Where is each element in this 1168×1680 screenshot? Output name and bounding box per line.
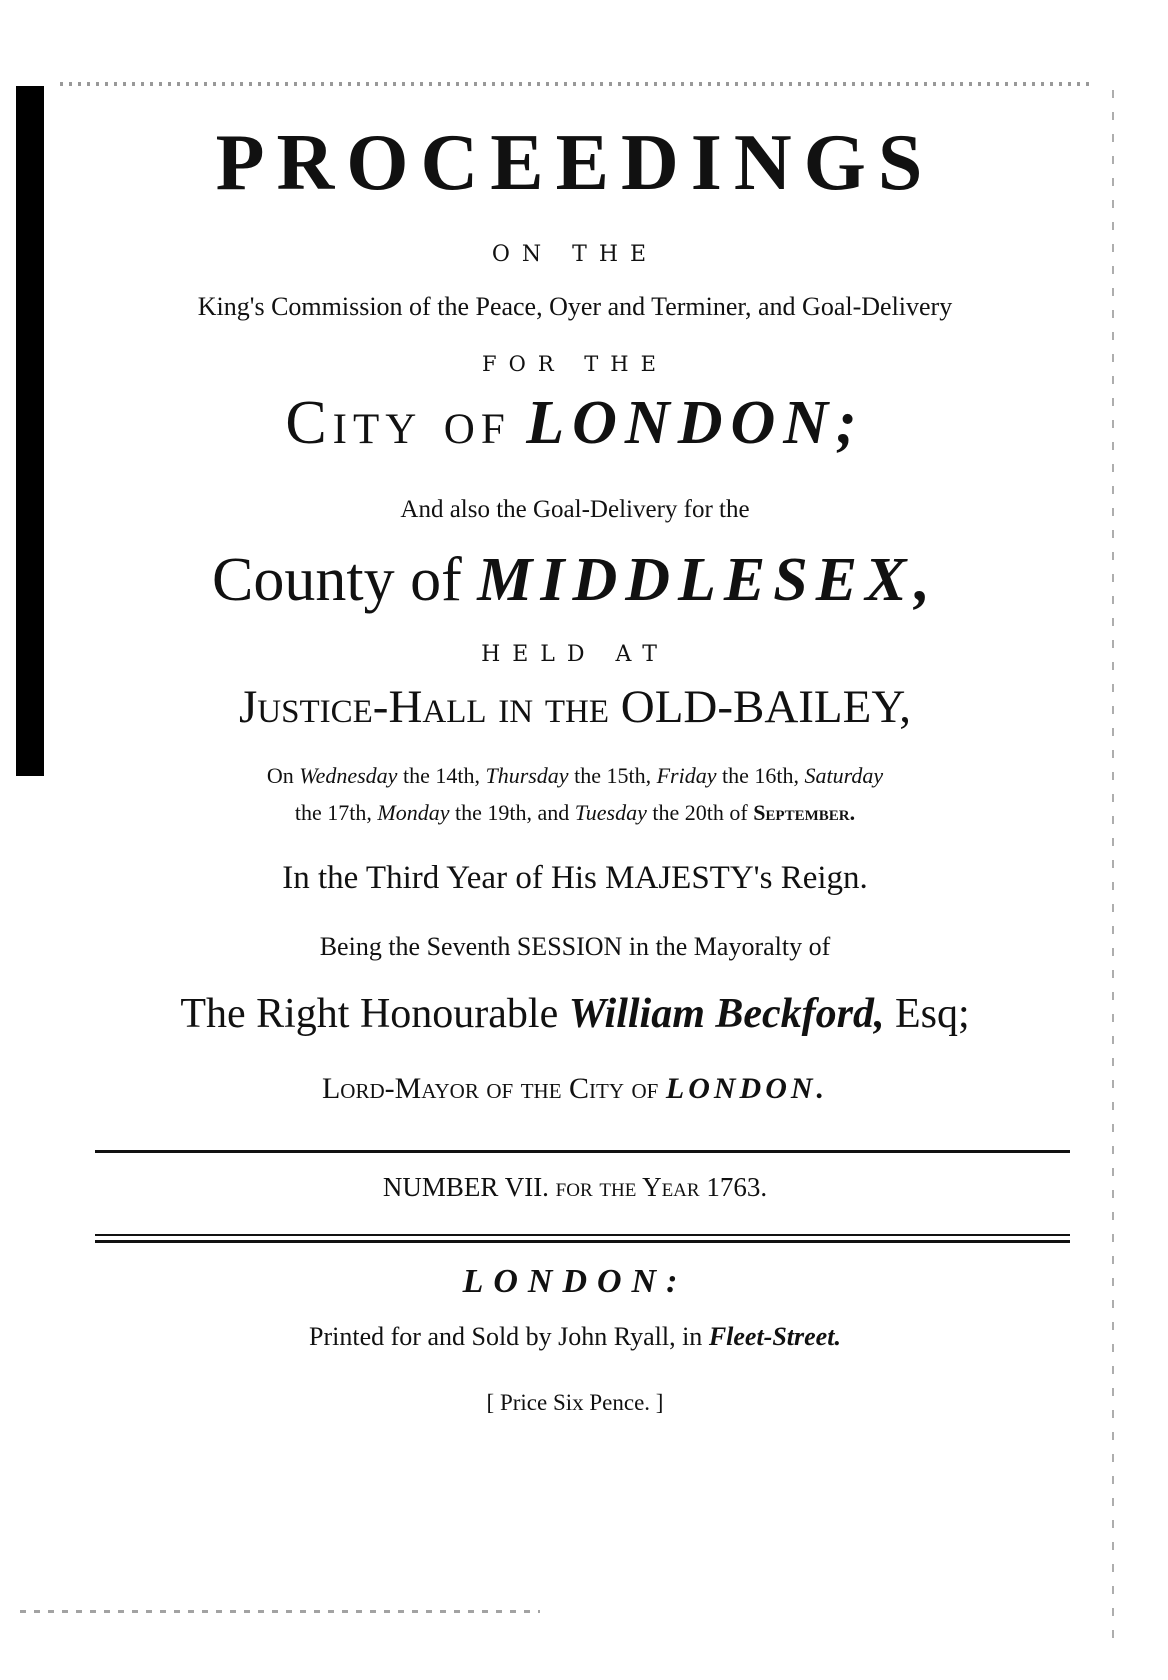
london-imprint: LONDON:	[462, 1263, 688, 1300]
right-honourable-text: The Right Honourable	[180, 991, 559, 1037]
september-word: September.	[753, 800, 856, 825]
date-20th: the 20th of	[652, 800, 748, 825]
for-the-line: FOR THE	[482, 352, 668, 376]
tuesday-word: Tuesday	[574, 800, 647, 825]
city-of-text: City of	[285, 389, 511, 457]
printer-line	[60, 1322, 1090, 1352]
lower-rule-thick	[95, 1240, 1070, 1243]
on-word: On	[266, 763, 294, 788]
held-at-line: HELD AT	[481, 642, 669, 667]
mayor-name: William Beckford,	[568, 991, 885, 1037]
date-15th: the 15th,	[574, 763, 652, 788]
also-line: And also the Goal-Delivery for the	[400, 496, 750, 523]
number-line: NUMBER VII. for the Year 1763.	[382, 1172, 768, 1202]
dates-line-1	[60, 763, 1090, 789]
county-of-text: County of	[212, 546, 462, 614]
date-16th: the 16th,	[721, 763, 799, 788]
top-bleed-through	[60, 82, 1090, 86]
lord-mayor-london: LONDON.	[665, 1072, 829, 1105]
friday-word: Friday	[656, 763, 717, 788]
monday-word: Monday	[377, 800, 450, 825]
middlesex-text: MIDDLESEX,	[477, 546, 938, 614]
london-text: LONDON;	[526, 389, 865, 457]
bottom-bleed-through	[20, 1610, 540, 1613]
mayor-line	[60, 990, 1090, 1038]
commission-line: King's Commission of the Peace, Oyer and Terminer, and Goal-Delivery	[197, 292, 953, 321]
date-14th: the 14th,	[402, 763, 480, 788]
price-line: [ Price Six Pence. ]	[486, 1390, 664, 1415]
lower-rule-thin	[95, 1234, 1070, 1236]
esq-text: Esq;	[895, 991, 970, 1037]
thursday-word: Thursday	[485, 763, 569, 788]
dates-line-2	[60, 800, 1090, 826]
right-page-edge	[1112, 90, 1114, 1650]
saturday-word: Saturday	[804, 763, 884, 788]
session-line: Being the Seventh SESSION in the Mayoralty of	[319, 932, 831, 961]
date-19th: the 19th, and	[454, 800, 570, 825]
wednesday-word: Wednesday	[299, 763, 398, 788]
reign-line: In the Third Year of His MAJESTY's Reign.	[282, 860, 868, 896]
fleet-street-text: Fleet-Street.	[708, 1322, 841, 1351]
page-edge-bar	[16, 86, 44, 776]
printed-by-text: Printed for and Sold by John Ryall, in	[309, 1322, 703, 1351]
county-of-middlesex-line	[60, 545, 1090, 616]
lord-mayor-text: Lord-Mayor of the City of	[321, 1072, 659, 1105]
justice-hall-line: Justice-Hall in the OLD-BAILEY,	[239, 681, 911, 733]
lord-mayor-line	[60, 1072, 1090, 1106]
city-of-london-line	[60, 388, 1090, 459]
proceedings-heading: PROCEEDINGS	[215, 119, 935, 207]
date-17th: the 17th,	[294, 800, 372, 825]
on-the-line: ON THE	[491, 242, 659, 267]
upper-rule	[95, 1150, 1070, 1153]
